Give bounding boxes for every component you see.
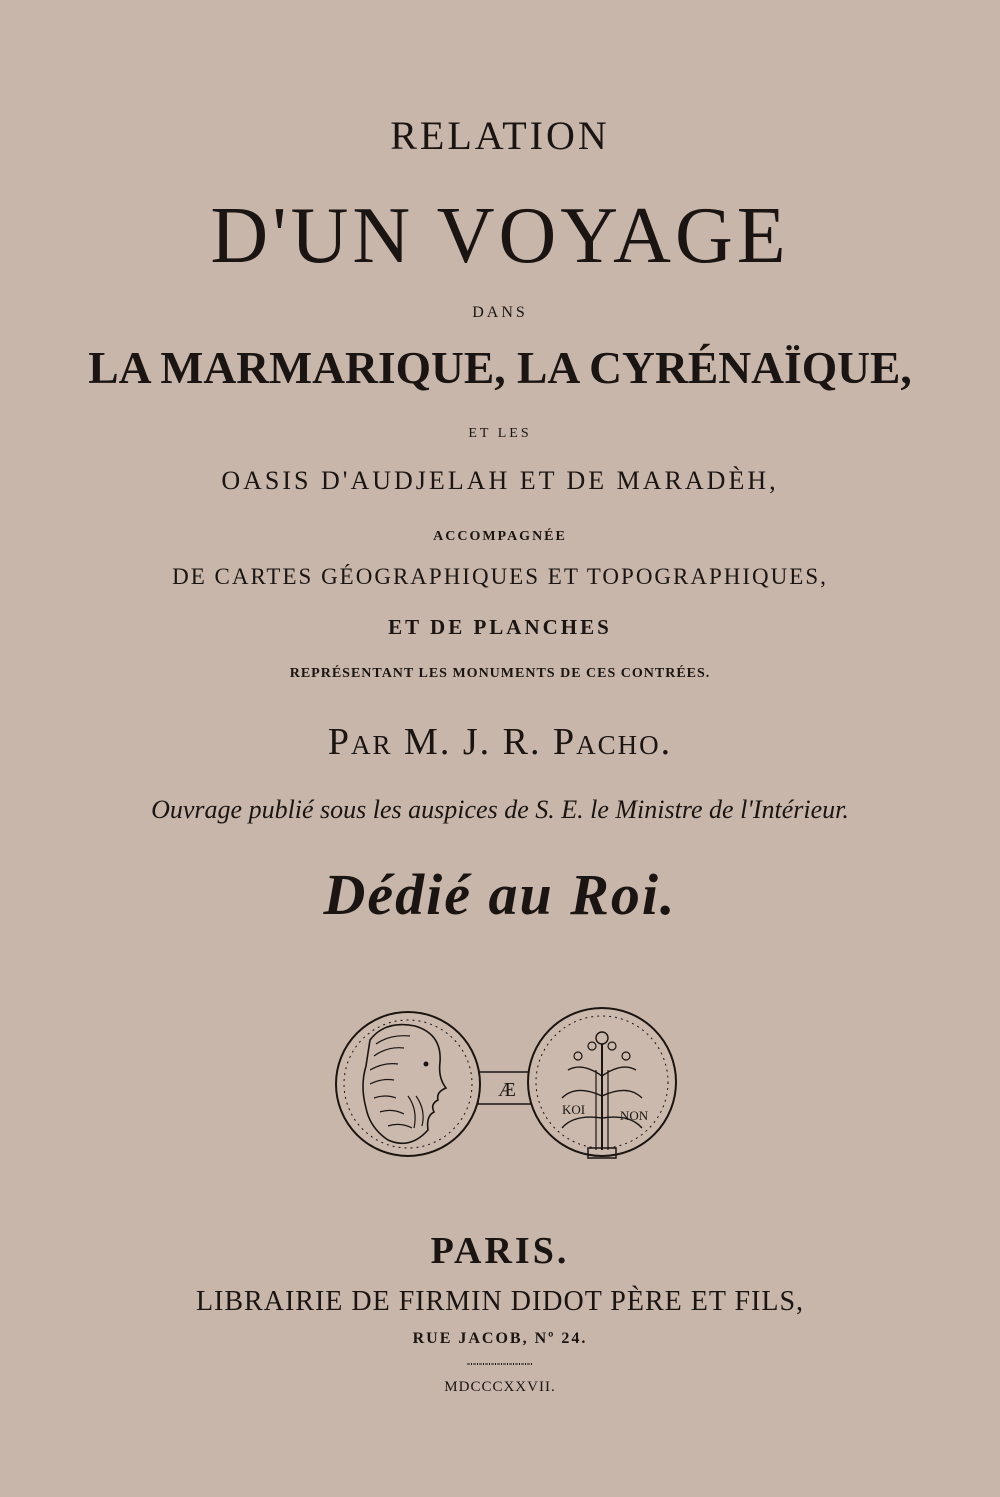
author-line: Par M. J. R. Pacho. <box>327 721 673 763</box>
title-oasis: OASIS D'AUDJELAH ET DE MARADÈH, <box>221 466 779 495</box>
imprint-city: PARIS. <box>430 1230 570 1272</box>
imprint-address: RUE JACOB, Nº 24. <box>412 1330 588 1347</box>
coin-left-head <box>336 1012 480 1156</box>
bridge-label: Æ <box>498 1079 516 1101</box>
coin-vignette <box>330 1000 680 1170</box>
coin-right-silphium <box>528 1008 676 1158</box>
ouvrage-line: Ouvrage publié sous les auspices de S. E. le Ministre de l'Intérieur. <box>151 795 849 824</box>
coin-inscription-left: KOI <box>562 1102 586 1117</box>
dedication-line: Dédié au Roi. <box>323 862 677 927</box>
imprint-publisher: LIBRAIRIE DE FIRMIN DIDOT PÈRE ET FILS, <box>195 1286 805 1317</box>
title-cartes: DE CARTES GÉOGRAPHIQUES ET TOPOGRAPHIQUES, <box>172 564 828 589</box>
title-relation: RELATION <box>390 113 610 158</box>
title-representant: REPRÉSENTANT LES MONUMENTS DE CES CONTRÉES. <box>289 666 711 681</box>
title-planches: ET DE PLANCHES <box>388 615 612 639</box>
title-et-les: ET LES <box>468 426 532 441</box>
imprint-year: MDCCCXXVII. <box>444 1379 556 1395</box>
title-regions: LA MARMARIQUE, LA CYRÉNAÏQUE, <box>88 342 912 393</box>
ornament-icon <box>465 1360 535 1368</box>
title-voyage: D'UN VOYAGE <box>210 192 790 280</box>
title-accompagnee: ACCOMPAGNÉE <box>433 529 567 544</box>
title-dans: DANS <box>472 304 528 321</box>
coin-inscription-right: NON <box>620 1108 649 1123</box>
ornament-rule <box>0 1356 1000 1366</box>
